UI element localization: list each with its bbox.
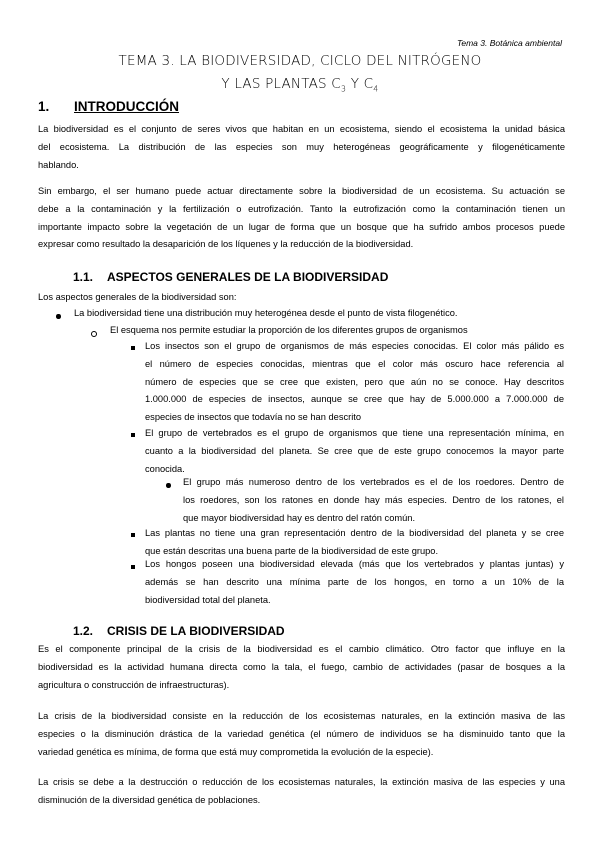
text-line: el número de especies conocidas, mientras que el color más oscuro hace referencia al <box>145 358 564 369</box>
bullet-square-icon <box>131 346 135 350</box>
text-line: los roedores, son los ratones en donde hay más especies. Dentro de los ratones, el <box>183 494 564 505</box>
text-line: La crisis de la biodiversidad consiste en la reducción de los ecosistemas naturales, en la extinción masiva de las <box>38 711 565 721</box>
title-sub-4: 4 <box>373 84 379 94</box>
text-line: Los insectos son el grupo de organismos de más especies conocidas. El color más pálido es <box>145 341 564 351</box>
crisis-paragraph-3 <box>38 774 565 810</box>
intro-paragraph-2 <box>38 183 565 254</box>
text-line: Los aspectos generales de la biodiversidad son: <box>38 292 237 302</box>
text-line: Sin embargo, el ser humano puede actuar directamente sobre la biodiversidad de un ecosistema. Su actuación se <box>38 186 565 196</box>
bullet-dot-icon <box>166 483 171 488</box>
text-line: cuanto a la biodiversidad del planeta. Se cree que de este grupo conocemos la mayor parte <box>145 445 564 456</box>
text-line: además se han descrito una mínima parte de los hongos, en torno a un 10% de la <box>145 576 564 587</box>
text-line: El grupo más numeroso dentro de los vertebrados es el de los roedores. Dentro de <box>183 477 564 487</box>
list-item-level1 <box>74 305 564 323</box>
bullet-square-icon <box>131 565 135 569</box>
text-line: especies de insectos que todavía no se han descrito <box>145 412 362 423</box>
text-line: El grupo de vertebrados es el grupo de organismos que tiene una representación mínima, en <box>145 428 564 438</box>
text-line: número de especies que se cree que existen, pero que aún no se conoce. Hay descritos <box>145 376 564 387</box>
list-item-fungi <box>145 556 564 609</box>
text-line: biodiversidad total del planeta. <box>145 594 271 605</box>
text-line: debe a la contaminación y la fertilización o eutrofización. Tanto la eutrofización como la contaminación tienen un <box>38 203 565 214</box>
title-line2-prefix: Y LAS PLANTAS C <box>221 76 341 92</box>
subsection-number: 1.1. <box>73 270 94 284</box>
section-number: 1. <box>38 99 50 114</box>
text-line: variedad genética es mínima, de forma que está muy comprometida la evolución de la especie). <box>38 746 434 757</box>
title-line2-mid: Y C <box>346 76 374 92</box>
text-line: El esquema nos permite estudiar la proporción de los diferentes grupos de organismos <box>110 325 468 335</box>
crisis-paragraph-2 <box>38 708 565 761</box>
text-line: biodiversidad es la actividad humana directa como la tala, el fuego, cambio de actividades (pasar de bosques a la <box>38 661 565 672</box>
text-line: conocida. <box>145 463 185 474</box>
document-title-line2 <box>0 76 600 94</box>
section-title: INTRODUCCIÓN <box>74 99 179 114</box>
crisis-paragraph-1 <box>38 641 565 694</box>
text-line: agricultura o construcción de infraestructuras). <box>38 679 230 690</box>
text-line: que están descritas una buena parte de la biodiversidad de este grupo. <box>145 545 439 556</box>
text-line: del ecosistema. La distribución de las especies son muy heterogéneas geográficamente y filogenéticamente <box>38 141 565 152</box>
text-line: 1.000.000 de especies de insectos, aunque se cree que hay de 5.000.000 a 7.000.000 de <box>145 394 564 405</box>
bullet-square-icon <box>131 533 135 537</box>
title-sub-3: 3 <box>340 84 347 94</box>
subsection-heading-crisis <box>73 624 285 638</box>
intro-paragraph-1 <box>38 121 565 174</box>
document-title-line1: TEMA 3. LA BIODIVERSIDAD, CICLO DEL NITRÓGENO <box>118 53 482 69</box>
running-header: Tema 3. Botánica ambiental <box>456 38 562 48</box>
bullet-square-icon <box>131 433 135 437</box>
list-item-vertebrates <box>145 425 564 478</box>
text-line: Es el componente principal de la crisis de la biodiversidad es el cambio climático. Otro factor que influye en la <box>38 644 565 654</box>
text-line: hablando. <box>38 159 79 170</box>
text-line: importante impacto sobre la vegetación de un lugar de forma que un bosque que ha sufrido ambos procesos puede <box>38 221 565 232</box>
text-line: La crisis se debe a la destrucción o reducción de los ecosistemas naturales, la extinción masiva de las especies y una <box>38 777 565 787</box>
list-item-rodents <box>183 474 564 527</box>
text-line: La biodiversidad tiene una distribución muy heterogénea desde el punto de vista filogenético. <box>74 308 458 318</box>
subsection-title: CRISIS DE LA BIODIVERSIDAD <box>107 624 285 638</box>
text-line: Los hongos poseen una biodiversidad elevada (más que los vertebrados y plantas juntas) y <box>145 559 564 569</box>
text-line: especies o la disminución drástica de la variedad genética (el número de individuos se ha disminuido tanto que la <box>38 728 565 739</box>
text-line: expresar como resultado la desaparición de los líquenes y la reducción de la biodiversidad. <box>38 239 414 250</box>
text-line: que mayor biodiversidad hay es dentro del ratón común. <box>183 512 416 523</box>
text-line: disminución de la diversidad genética de poblaciones. <box>38 794 261 805</box>
bullet-dot-icon <box>56 314 61 319</box>
list-item-insects <box>145 338 564 427</box>
subsection-heading-aspectos <box>73 270 388 284</box>
text-line: La biodiversidad es el conjunto de seres vivos que habitan en un ecosistema, siendo el ecosistema la unidad básica <box>38 124 565 134</box>
subsection-number: 1.2. <box>73 624 94 638</box>
section-heading-introduccion <box>38 99 179 114</box>
bullet-circle-icon <box>91 331 97 337</box>
subsection-title: ASPECTOS GENERALES DE LA BIODIVERSIDAD <box>107 270 389 284</box>
text-line: Las plantas no tiene una gran representación dentro de la biodiversidad del planeta y se cree <box>145 528 564 538</box>
